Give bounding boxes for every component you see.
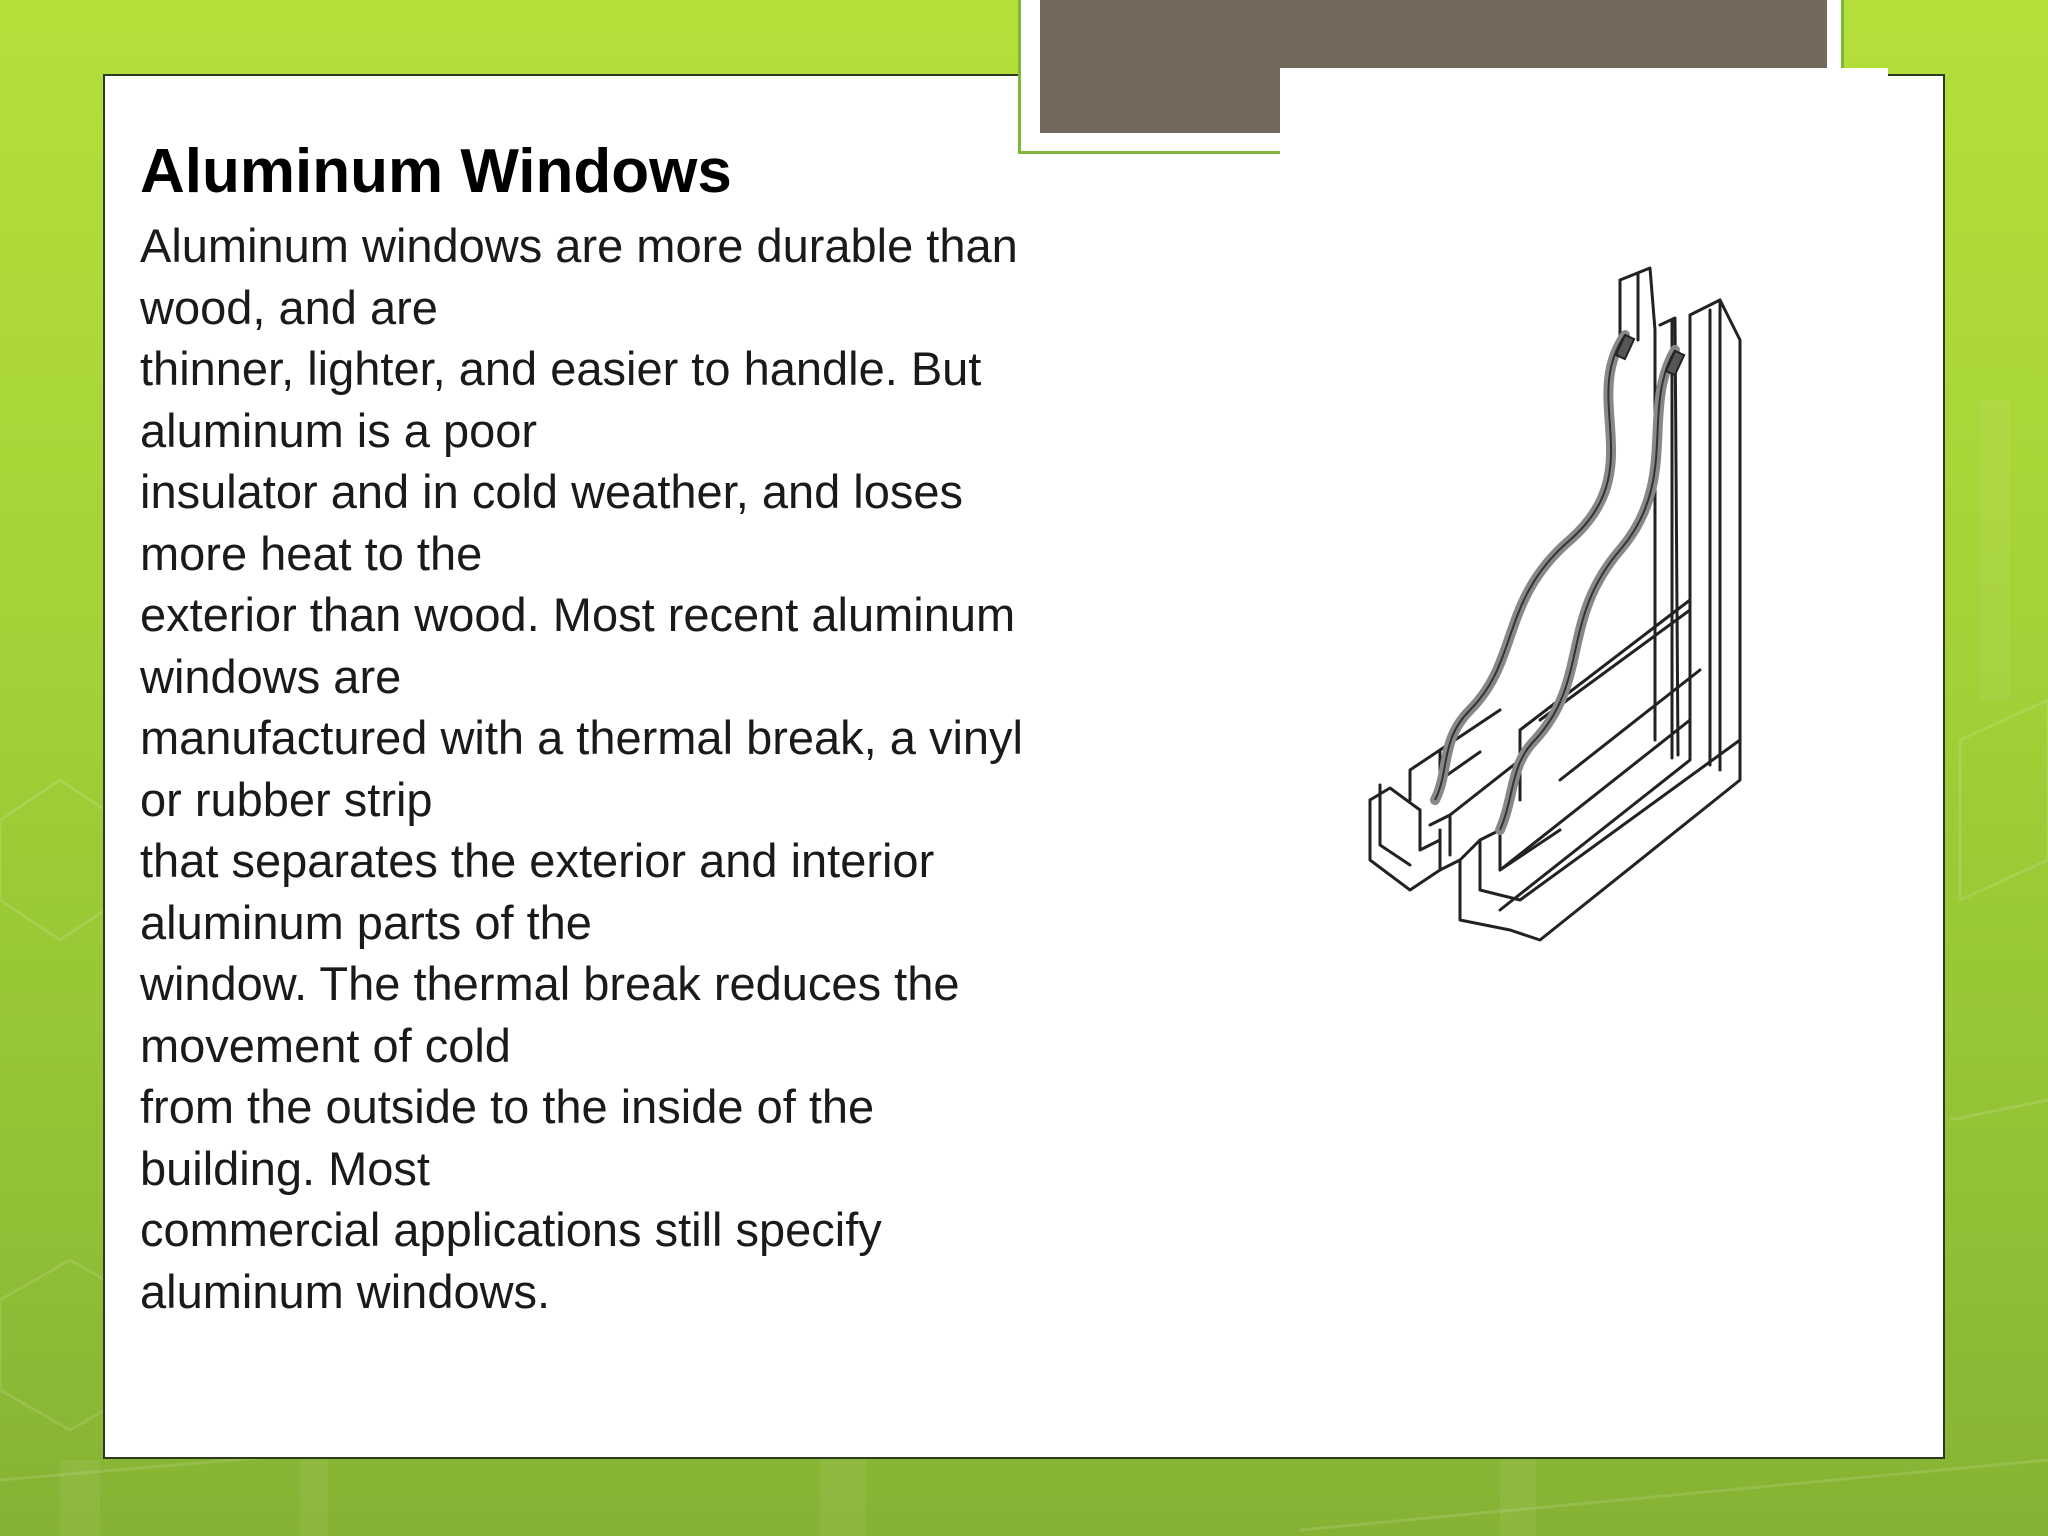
body-line: movement of cold	[140, 1018, 511, 1072]
aluminum-window-cross-section-icon	[1320, 240, 1780, 960]
body-line: thinner, lighter, and easier to handle. But	[140, 342, 982, 395]
body-line: windows are	[140, 649, 402, 703]
body-line: aluminum windows.	[140, 1264, 551, 1318]
body-line: window. The thermal break reduces the	[140, 957, 960, 1010]
image-frame-top	[1280, 68, 1888, 196]
body-line: commercial applications still specify	[140, 1203, 882, 1256]
body-line: manufactured with a thermal break, a vinyl	[140, 711, 1023, 764]
body-line: that separates the exterior and interior	[140, 834, 935, 887]
body-line: aluminum is a poor	[140, 403, 538, 457]
body-text	[140, 215, 1100, 1322]
body-line: insulator and in cold weather, and loses	[140, 465, 964, 518]
slide-title: Aluminum Windows	[140, 137, 732, 206]
body-line: aluminum parts of the	[140, 895, 592, 949]
body-line: or rubber strip	[140, 772, 433, 826]
body-line: more heat to the	[140, 526, 483, 580]
body-line: building. Most	[140, 1141, 430, 1195]
body-line: from the outside to the inside of the	[140, 1080, 875, 1133]
body-line: Aluminum windows are more durable than	[140, 219, 1018, 272]
body-line: exterior than wood. Most recent aluminum	[140, 588, 1016, 641]
body-line: wood, and are	[140, 280, 438, 334]
